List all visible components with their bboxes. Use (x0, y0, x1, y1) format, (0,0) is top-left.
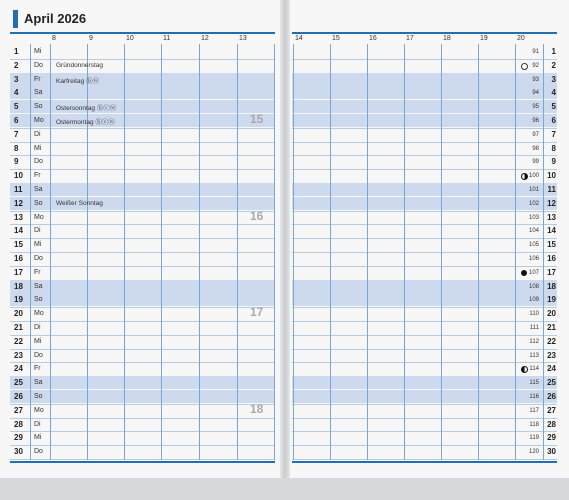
day-of-year: 96 (532, 118, 539, 124)
holiday-note: Ostermontag ⓑⓒⓦ (56, 119, 115, 126)
weekend-band-right (292, 183, 557, 196)
hour-label: 16 (369, 35, 377, 42)
day-number-right: 15 (547, 240, 556, 250)
day-number-right: 5 (551, 102, 556, 112)
row-line-right (292, 459, 557, 460)
day-number-right: 30 (547, 447, 556, 457)
weekday-label: Sa (34, 379, 43, 387)
day-number-right: 3 (551, 74, 556, 84)
row-line-right (292, 155, 557, 156)
day-number: 19 (14, 295, 23, 305)
hour-column-line (124, 44, 125, 460)
day-of-year: 107 (528, 269, 539, 276)
moon-phase-full-icon (521, 63, 528, 70)
day-number-right: 13 (547, 212, 556, 222)
day-number: 17 (14, 267, 23, 277)
hour-label: 20 (517, 35, 525, 42)
day-number: 30 (14, 447, 23, 457)
day-number: 22 (14, 336, 23, 346)
day-number-right: 2 (551, 60, 556, 70)
row-line-right (292, 404, 557, 405)
day-number-right: 28 (547, 419, 556, 429)
row-line-right (292, 362, 557, 363)
day-number-right: 10 (547, 171, 556, 181)
holiday-note: Karfreitag ⓑⓦ (56, 77, 99, 85)
weekend-band-right (292, 280, 557, 293)
day-of-year: 104 (528, 228, 539, 235)
holiday-note: Weißer Sonntag (56, 199, 103, 207)
row-line-right (292, 445, 557, 446)
day-of-year: 99 (532, 159, 539, 166)
weekday-label: Di (34, 227, 41, 235)
day-number-right: 1 (551, 47, 556, 56)
weekend-band-right (292, 293, 557, 306)
weekend-band-right (292, 390, 557, 403)
weekend-band-right (292, 86, 557, 99)
top-rule-right (292, 32, 557, 34)
weekday-label: Mi (34, 48, 42, 55)
day-of-year: 92 (532, 62, 539, 69)
day-number: 29 (14, 433, 23, 443)
day-number: 21 (14, 323, 23, 332)
day-number: 12 (14, 198, 23, 208)
weekday-label: Sa (34, 89, 43, 97)
hour-label: 18 (443, 35, 451, 42)
row-line-right (292, 59, 557, 60)
day-of-year: 113 (529, 352, 539, 359)
day-of-year: 103 (528, 214, 539, 221)
week-number: 18 (250, 401, 264, 416)
weekday-label: Fr (34, 365, 41, 373)
weekend-band-right (292, 376, 557, 389)
day-number-right: 11 (547, 185, 556, 194)
weekday-label: So (34, 199, 43, 207)
day-number: 6 (14, 116, 19, 125)
day-of-year: 117 (529, 407, 539, 414)
row-line-right (292, 307, 557, 308)
weekday-label: Mo (34, 310, 44, 318)
day-number-right: 16 (547, 254, 556, 263)
day-of-year: 105 (528, 242, 539, 249)
weekend-band-right (292, 100, 557, 113)
day-number: 23 (14, 350, 23, 360)
weekend-band-right (292, 114, 557, 127)
day-of-year: 109 (528, 297, 539, 304)
day-number: 28 (14, 419, 23, 429)
title-accent-bar (13, 10, 18, 28)
hour-column-line (404, 44, 405, 460)
day-number-right: 25 (547, 378, 556, 388)
weekday-label: Mi (34, 241, 42, 249)
day-number-right: 23 (547, 350, 556, 360)
day-of-year: 94 (532, 90, 539, 97)
weekday-label: So (34, 393, 43, 400)
bottom-rule-right (292, 461, 557, 463)
day-number-right: 27 (547, 405, 556, 415)
day-number-right: 4 (551, 88, 556, 98)
row-line-right (292, 224, 557, 225)
hour-label: 10 (126, 35, 134, 42)
day-of-year: 112 (529, 338, 539, 345)
week-number: 15 (250, 112, 264, 126)
weekend-band-right (292, 197, 557, 210)
row-line-right (292, 335, 557, 336)
weekday-label: Mo (34, 406, 44, 414)
hour-column-line (367, 44, 368, 460)
hour-label: 12 (201, 35, 209, 42)
day-number: 4 (14, 88, 19, 98)
day-number-right: 7 (551, 129, 556, 139)
day-of-year: 108 (528, 283, 539, 290)
weekday-label: Mi (34, 434, 42, 442)
holiday-note: Gründonnerstag (56, 61, 103, 69)
month-title: April 2026 (24, 11, 87, 26)
weekday-label: Sa (34, 186, 43, 193)
hour-label: 9 (89, 35, 93, 42)
hour-column-line (441, 44, 442, 460)
day-number: 3 (14, 74, 19, 84)
day-number-right: 17 (547, 267, 556, 277)
row-line-right (292, 266, 557, 267)
weekday-label: Do (34, 158, 43, 166)
weekday-label: Sa (34, 282, 43, 290)
day-number: 7 (14, 129, 19, 139)
hour-column-line (237, 44, 238, 460)
day-number: 1 (14, 47, 19, 56)
top-rule-left (10, 32, 275, 34)
hour-label: 8 (52, 35, 56, 42)
hour-column-line (50, 44, 51, 460)
row-line-right (292, 349, 557, 350)
day-number: 26 (14, 392, 23, 401)
day-of-year: 119 (529, 435, 539, 442)
weekday-label: Fr (34, 75, 41, 83)
day-of-year: 116 (529, 394, 539, 400)
day-number: 2 (14, 60, 19, 70)
day-number: 24 (14, 364, 23, 374)
hour-column-line (274, 44, 275, 460)
weekday-label: Di (34, 420, 41, 428)
weekday-label: Di (34, 130, 41, 138)
day-of-year: 98 (532, 145, 539, 152)
day-number: 10 (14, 171, 23, 181)
day-number: 5 (14, 102, 19, 112)
hour-label: 13 (239, 35, 247, 42)
day-number-right: 29 (547, 433, 556, 443)
day-of-year: 111 (529, 325, 539, 331)
weekday-label: Do (34, 448, 43, 456)
day-of-year: 101 (528, 187, 539, 193)
day-of-year: 100 (528, 173, 539, 180)
weekday-label: Fr (34, 268, 41, 276)
day-of-year: 93 (532, 76, 539, 83)
page-gutter (280, 0, 290, 478)
day-number: 14 (14, 226, 23, 236)
hour-label: 15 (332, 35, 340, 42)
hour-column-line (293, 44, 294, 460)
day-of-year: 110 (529, 311, 539, 318)
day-of-year: 114 (529, 366, 539, 373)
day-of-year: 118 (529, 421, 539, 428)
hour-label: 14 (295, 35, 303, 42)
weekday-label: Fr (34, 172, 41, 180)
row-line-right (292, 321, 557, 322)
hour-column-line (478, 44, 479, 460)
weekday-label: Mi (34, 337, 42, 345)
row-line-right (292, 418, 557, 419)
day-number: 20 (14, 309, 23, 319)
day-number: 9 (14, 157, 19, 167)
hour-column-line (161, 44, 162, 460)
row-line-right (292, 238, 557, 239)
day-number-right: 19 (547, 295, 556, 305)
weekday-label: Mo (34, 117, 44, 124)
day-number: 18 (14, 281, 23, 291)
hour-column-line (515, 44, 516, 460)
day-number: 16 (14, 254, 23, 263)
day-number-right: 18 (547, 281, 556, 291)
weekday-label: So (34, 103, 43, 111)
day-number-right: 20 (547, 309, 556, 319)
weekend-band-right (292, 73, 557, 86)
day-number-right: 26 (547, 392, 556, 401)
hour-label: 19 (480, 35, 488, 42)
holiday-note: Ostersonntag ⓑⓒⓦ (56, 105, 117, 113)
weekday-label: Do (34, 351, 43, 359)
row-line-right (292, 142, 557, 143)
day-of-year: 115 (529, 380, 539, 387)
row-line-right (292, 211, 557, 212)
day-of-year: 97 (532, 131, 539, 138)
bottom-rule-left (10, 461, 275, 463)
day-number: 8 (14, 143, 19, 153)
day-number-right: 21 (547, 323, 556, 332)
weekday-label: Mi (34, 144, 42, 152)
day-number-right: 6 (551, 116, 556, 125)
hour-column-line (199, 44, 200, 460)
day-of-year: 120 (528, 449, 539, 456)
hour-label: 17 (406, 35, 414, 42)
day-number-right: 24 (547, 364, 556, 374)
hour-label: 11 (163, 35, 171, 42)
day-number: 13 (14, 212, 23, 222)
day-of-year: 102 (528, 200, 539, 207)
row-line-right (292, 128, 557, 129)
day-number-right: 22 (547, 336, 556, 346)
day-number: 11 (14, 185, 23, 194)
weekday-label: Mo (34, 213, 44, 221)
day-number-right: 12 (547, 198, 556, 208)
day-of-year: 91 (532, 49, 539, 55)
hour-column-line (330, 44, 331, 460)
day-number: 25 (14, 378, 23, 388)
row-line-right (292, 431, 557, 432)
week-number: 16 (250, 208, 264, 223)
day-of-year: 95 (532, 104, 539, 111)
moon-phase-new-icon (521, 270, 527, 276)
day-of-year: 106 (528, 256, 539, 262)
row-line-right (292, 252, 557, 253)
weekday-label: Do (34, 61, 43, 69)
day-number: 27 (14, 405, 23, 415)
weekday-label: Di (34, 324, 41, 331)
day-number-right: 14 (547, 226, 556, 236)
day-number: 15 (14, 240, 23, 250)
row-line-right (292, 169, 557, 170)
day-number-right: 8 (551, 143, 556, 153)
weekday-label: So (34, 296, 43, 304)
day-number-right: 9 (551, 157, 556, 167)
week-number: 17 (250, 305, 264, 320)
weekday-label: Do (34, 255, 43, 262)
